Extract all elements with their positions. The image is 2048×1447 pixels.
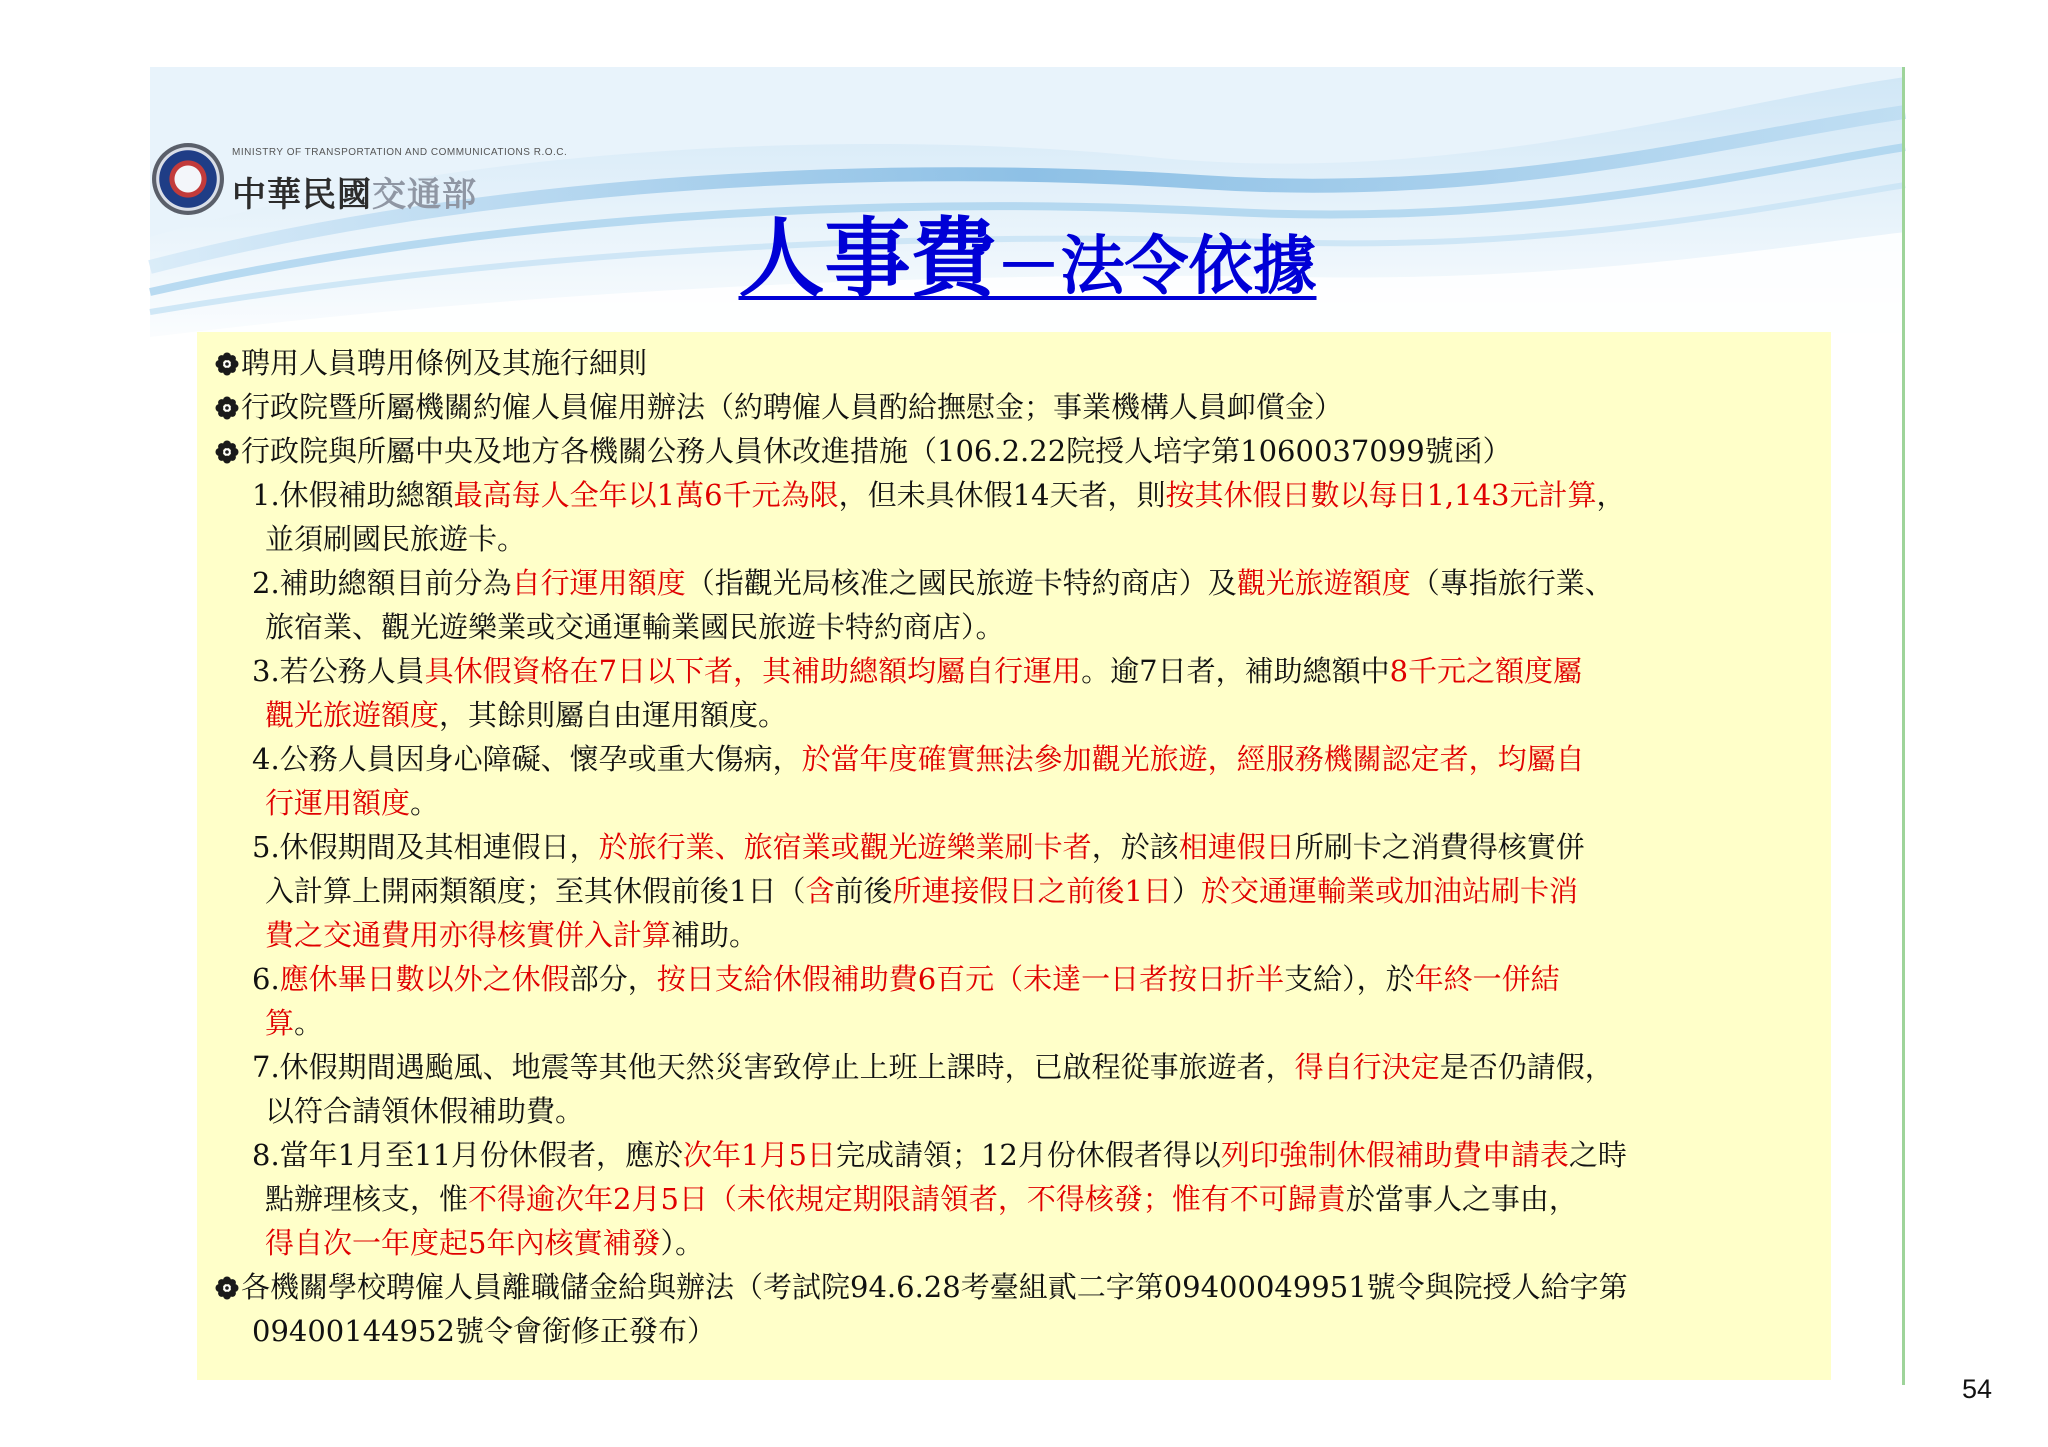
page-number: 54 <box>1962 1374 1993 1404</box>
content-panel <box>197 332 1831 1380</box>
item-6-line-2: 算。 <box>265 1006 324 1040</box>
item-1-line-1: 1.休假補助總額最高每人全年以1萬6千元為限，但未具休假14天者，則按其休假日數以每日1,143元計算， <box>252 478 1626 512</box>
item-1-line-2: 並須刷國民旅遊卡。 <box>265 522 527 556</box>
bullet-line-2: 行政院暨所屬機關約僱人員僱用辦法（約聘僱人員酌給撫慰金；事業機構人員卹償金） <box>215 388 1343 426</box>
item-8-line-3: 得自次一年度起5年內核實補發）。 <box>265 1226 704 1260</box>
item-6-line-1: 6.應休畢日數以外之休假部分，按日支給休假補助費6百元（未達一日者按日折半支給），於年終一併結 <box>252 962 1560 996</box>
flower-bullet-icon <box>215 352 239 376</box>
ministry-name-zh: 中華民國交通部 <box>232 175 477 215</box>
item-4-line-2: 行運用額度。 <box>265 786 440 820</box>
bullet-line-4: 各機關學校聘僱人員離職儲金給與辦法（考試院94.6.28考臺組貳二字第09400049951號令與院授人給字第 <box>215 1268 1628 1306</box>
item-3-line-2: 觀光旅遊額度，其餘則屬自由運用額度。 <box>265 698 788 732</box>
slide-title <box>150 189 1905 313</box>
item-5-line-2: 入計算上開兩類額度；至其休假前後1日（含前後所連接假日之前後1日）於交通運輸業或加油站刷卡消 <box>265 874 1578 908</box>
item-2-line-2: 旅宿業、觀光遊樂業或交通運輸業國民旅遊卡特約商店）。 <box>265 610 1005 644</box>
slide-right-edge <box>1902 67 1905 1385</box>
item-5-line-1: 5.休假期間及其相連假日，於旅行業、旅宿業或觀光遊樂業刷卡者，於該相連假日所刷卡之消費得核實併 <box>252 830 1585 864</box>
ministry-name-en: MINISTRY OF TRANSPORTATION AND COMMUNICATIONS R.O.C. <box>232 147 568 158</box>
slide <box>150 67 1993 1404</box>
item-2-line-1: 2.補助總額目前分為自行運用額度（指觀光局核准之國民旅遊卡特約商店）及觀光旅遊額度（專指旅行業、 <box>252 566 1614 600</box>
title-main: 人事費 <box>738 208 997 309</box>
ministry-logo <box>152 107 672 215</box>
item-8-line-1: 8.當年1月至11月份休假者，應於次年1月5日完成請領；12月份休假者得以列印強制休假補助費申請表之時 <box>252 1138 1627 1172</box>
item-8-line-2: 點辦理核支，惟不得逾次年2月5日（未依規定期限請領者，不得核發；惟有不可歸責於當事人之事由， <box>265 1182 1578 1216</box>
item-3-line-1: 3.若公務人員具休假資格在7日以下者，其補助總額均屬自行運用。逾7日者，補助總額中8千元之額度屬 <box>252 654 1583 688</box>
item-7-line-1: 7.休假期間遇颱風、地震等其他天然災害致停止上班上課時，已啟程從事旅遊者，得自行決定是否仍請假， <box>252 1050 1614 1084</box>
flower-bullet-icon <box>215 1276 239 1300</box>
bullet-line-1: 聘用人員聘用條例及其施行細則 <box>215 344 647 382</box>
flower-bullet-icon <box>215 396 239 420</box>
bullet-line-4-continued: 09400144952號令會銜修正發布） <box>252 1314 716 1348</box>
title-sub: －法令依據 <box>996 229 1317 304</box>
item-4-line-1: 4.公務人員因身心障礙、懷孕或重大傷病，於當年度確實無法參加觀光旅遊，經服務機關認定者，均屬自 <box>252 742 1585 776</box>
item-5-line-3: 費之交通費用亦得核實併入計算補助。 <box>265 918 759 952</box>
bullet-line-3: 行政院與所屬中央及地方各機關公務人員休改進措施（106.2.22院授人培字第1060037099號函） <box>215 432 1512 470</box>
item-7-line-2: 以符合請領休假補助費。 <box>265 1094 585 1128</box>
flower-bullet-icon <box>215 440 239 464</box>
